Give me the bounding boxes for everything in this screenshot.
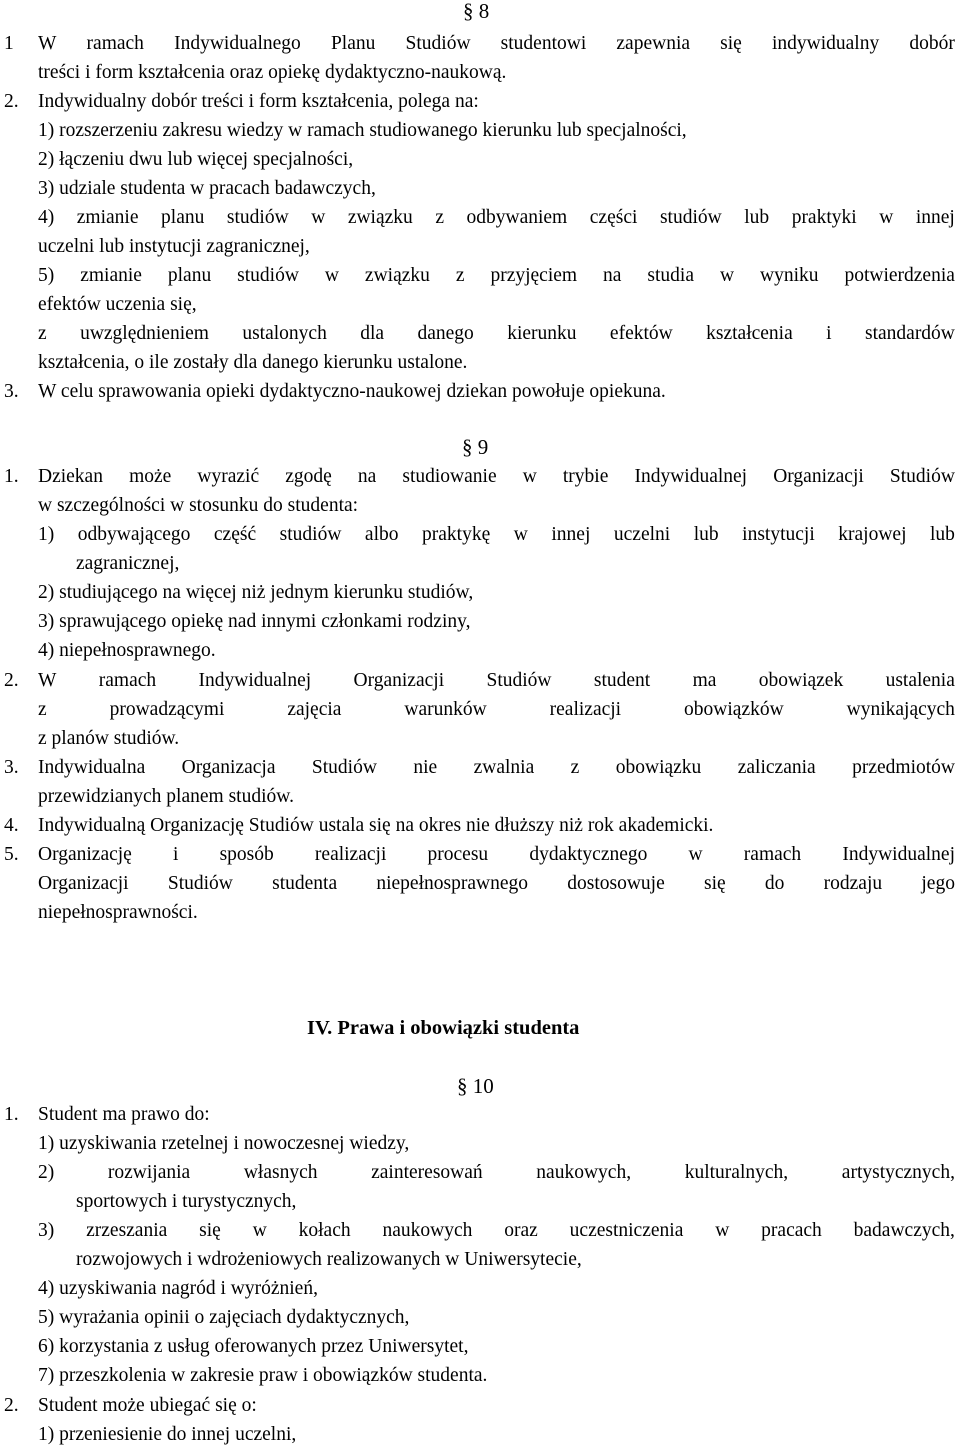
- list-item-continuation: rozwojowych i wdrożeniowych realizowanych w Uniwersytecie,: [76, 1249, 582, 1270]
- paragraph-line: [38, 324, 955, 344]
- word: Studiów: [311, 757, 377, 778]
- word: z: [455, 265, 465, 286]
- word: własnych: [243, 1162, 318, 1183]
- word: studentowi: [500, 33, 587, 54]
- word: zaliczania: [737, 757, 816, 778]
- word: przedmiotów: [852, 757, 955, 778]
- word: prowadzącymi: [109, 699, 225, 720]
- word: realizacji: [549, 699, 622, 720]
- paragraph-line: [38, 758, 955, 778]
- word: Dziekan: [38, 466, 103, 487]
- word: procesu: [427, 844, 489, 865]
- word: Indywidualnej: [198, 670, 312, 691]
- word: się: [720, 33, 742, 54]
- word: dobór: [909, 33, 955, 54]
- word: naukowych,: [536, 1162, 632, 1183]
- word: część: [213, 524, 257, 545]
- word: innej: [551, 524, 591, 545]
- word: rozwijania: [107, 1162, 191, 1183]
- word: Studiów: [889, 466, 955, 487]
- word: jego: [921, 873, 955, 894]
- paragraph-number: 2.: [4, 91, 19, 112]
- word: studia: [647, 265, 694, 286]
- paragraph-line: Indywidualny dobór treści i form kształcenia, polega na:: [38, 91, 479, 112]
- word: uczelni: [613, 524, 671, 545]
- word: się: [199, 1220, 221, 1241]
- word: Organizacja: [181, 757, 276, 778]
- paragraph-line: Student może ubiegać się o:: [38, 1395, 257, 1416]
- word: potwierdzenia: [844, 265, 955, 286]
- paragraph-line: [38, 845, 955, 865]
- word: z: [38, 699, 47, 720]
- word: artystycznych,: [841, 1162, 955, 1183]
- word: lub: [930, 524, 955, 545]
- paragraph-number: 2.: [4, 1395, 19, 1416]
- word: i: [173, 844, 179, 865]
- word: praktykę: [422, 524, 491, 545]
- paragraph-line: [38, 467, 955, 487]
- word: związku: [364, 265, 430, 286]
- word: kierunku: [507, 323, 577, 344]
- word: na: [603, 265, 622, 286]
- list-item: [38, 1163, 955, 1183]
- paragraph-line: z planów studiów.: [38, 728, 180, 749]
- word: nie: [413, 757, 438, 778]
- word: na: [357, 466, 377, 487]
- paragraph-line: niepełnosprawności.: [38, 902, 198, 923]
- word: i: [826, 323, 832, 344]
- list-item: 3) sprawującego opiekę nad innymi członkami rodziny,: [38, 611, 471, 632]
- word: badawczych,: [853, 1220, 955, 1241]
- paragraph-number: 3.: [4, 381, 19, 402]
- word: studiów: [226, 207, 289, 228]
- list-item-continuation: uczelni lub instytucji zagranicznej,: [38, 236, 310, 257]
- word: W: [38, 33, 57, 54]
- list-item: 4) niepełnosprawnego.: [38, 640, 216, 661]
- word: Organizacji: [353, 670, 445, 691]
- word: w: [522, 466, 537, 487]
- list-item: 1) przeniesienie do innej uczelni,: [38, 1424, 297, 1445]
- word: zmianie: [76, 207, 139, 228]
- word: W: [38, 670, 57, 691]
- word: z: [435, 207, 444, 228]
- word: Organizacji: [38, 873, 129, 894]
- list-item: 5) wyrażania opinii o zajęciach dydaktycznych,: [38, 1307, 410, 1328]
- word: w: [311, 207, 326, 228]
- list-item: 1) rozszerzeniu zakresu wiedzy w ramach studiowanego kierunku lub specjalności,: [38, 120, 687, 141]
- list-item-continuation: zagranicznej,: [76, 553, 180, 574]
- word: zajęcia: [287, 699, 342, 720]
- paragraph-line: przewidzianych planem studiów.: [38, 786, 294, 807]
- word: wyrazić: [197, 466, 260, 487]
- word: indywidualny: [771, 33, 880, 54]
- word: obowiązków: [684, 699, 784, 720]
- word: realizacji: [314, 844, 387, 865]
- section-mark-10: § 10: [457, 1074, 494, 1098]
- word: Studiów: [405, 33, 471, 54]
- list-item: 6) korzystania z usług oferowanych przez Uniwersytet,: [38, 1336, 469, 1357]
- word: student: [593, 670, 651, 691]
- word: Indywidualna: [38, 757, 146, 778]
- word: w: [252, 1220, 267, 1241]
- word: odbywającego: [77, 524, 191, 545]
- list-item: 2) łączeniu dwu lub więcej specjalności,: [38, 149, 354, 170]
- word: Organizacji: [773, 466, 864, 487]
- chapter-heading: IV. Prawa i obowiązki studenta: [307, 1017, 580, 1039]
- paragraph-line: treści i form kształcenia oraz opiekę dydaktyczno-naukową.: [38, 62, 507, 83]
- word: studiów: [659, 207, 722, 228]
- word: planu: [167, 265, 212, 286]
- word: Indywidualnej: [842, 844, 955, 865]
- word: do: [764, 873, 785, 894]
- word: lub: [744, 207, 770, 228]
- word: w: [324, 265, 339, 286]
- list-item: 4) uzyskiwania nagród i wyróżnień,: [38, 1278, 318, 1299]
- list-item: 1) uzyskiwania rzetelnej i nowoczesnej wiedzy,: [38, 1133, 410, 1154]
- word: krajowej: [838, 524, 907, 545]
- word: ramach: [98, 670, 157, 691]
- word: sposób: [219, 844, 274, 865]
- list-item-continuation: efektów uczenia się,: [38, 294, 197, 315]
- paragraph-line: [38, 671, 955, 691]
- word: Studiów: [486, 670, 552, 691]
- word: planu: [161, 207, 205, 228]
- word: części: [589, 207, 638, 228]
- word: Planu: [330, 33, 376, 54]
- word: uwzględnieniem: [80, 323, 209, 344]
- word: albo: [364, 524, 399, 545]
- paragraph-number: 3.: [4, 757, 19, 778]
- word: 1): [38, 524, 55, 545]
- word: w: [719, 265, 735, 286]
- word: trybie: [562, 466, 609, 487]
- list-item: 7) przeszkolenia w zakresie praw i obowiązków studenta.: [38, 1365, 488, 1386]
- paragraph-line: Indywidualną Organizację Studiów ustala się na okres nie dłuższy niż rok akademicki.: [38, 815, 714, 836]
- word: niepełnosprawnego: [376, 873, 528, 894]
- word: studenta: [272, 873, 338, 894]
- word: 2): [38, 1162, 55, 1183]
- word: ustalonych: [242, 323, 327, 344]
- paragraph-line: Student ma prawo do:: [38, 1104, 210, 1125]
- word: z: [570, 757, 580, 778]
- word: studiów: [279, 524, 342, 545]
- word: zapewnia: [616, 33, 691, 54]
- word: kulturalnych,: [684, 1162, 789, 1183]
- list-item: [38, 1221, 955, 1241]
- word: praktyki: [791, 207, 857, 228]
- word: ramach: [743, 844, 802, 865]
- paragraph-number: 1: [4, 33, 14, 54]
- word: zmianie: [80, 265, 142, 286]
- word: Indywidualnego: [174, 33, 301, 54]
- word: wynikających: [846, 699, 955, 720]
- word: zrzeszania: [86, 1220, 168, 1241]
- list-item: 3) udziale studenta w pracach badawczych,: [38, 178, 376, 199]
- word: obowiązku: [615, 757, 702, 778]
- list-item-continuation: sportowych i turystycznych,: [76, 1191, 297, 1212]
- section-mark-9: § 9: [462, 435, 489, 459]
- word: efektów: [609, 323, 673, 344]
- word: z: [38, 323, 47, 344]
- list-item: [38, 208, 955, 228]
- word: odbywaniem: [466, 207, 568, 228]
- list-item: 2) studiującego na więcej niż jednym kierunku studiów,: [38, 582, 474, 603]
- word: pracach: [761, 1220, 822, 1241]
- word: dla: [360, 323, 385, 344]
- word: ustalenia: [885, 670, 955, 691]
- word: może: [129, 466, 172, 487]
- word: 4): [38, 207, 55, 228]
- paragraph-line: kształcenia, o ile zostały dla danego kierunku ustalone.: [38, 352, 468, 373]
- word: oraz: [504, 1220, 538, 1241]
- word: kształcenia: [706, 323, 793, 344]
- word: związku: [347, 207, 413, 228]
- word: zwalnia: [473, 757, 535, 778]
- word: w: [715, 1220, 730, 1241]
- list-item: [38, 525, 955, 545]
- word: w: [688, 844, 703, 865]
- word: kołach: [298, 1220, 351, 1241]
- word: w: [513, 524, 528, 545]
- word: naukowych: [382, 1220, 473, 1241]
- word: studiów: [237, 265, 299, 286]
- word: w: [879, 207, 894, 228]
- word: studiowanie: [402, 466, 497, 487]
- word: przyjęciem: [490, 265, 578, 286]
- word: zgodę: [285, 466, 332, 487]
- word: Organizację: [38, 844, 132, 865]
- word: warunków: [404, 699, 487, 720]
- paragraph-number: 2.: [4, 670, 19, 691]
- paragraph-number: 1.: [4, 1104, 19, 1125]
- word: innej: [915, 207, 955, 228]
- paragraph-line: W celu sprawowania opieki dydaktyczno-naukowej dziekan powołuje opiekuna.: [38, 381, 666, 402]
- paragraph-line: [38, 700, 955, 720]
- word: standardów: [865, 323, 955, 344]
- paragraph-number: 4.: [4, 815, 19, 836]
- paragraph-number: 5.: [4, 844, 19, 865]
- word: Indywidualnej: [634, 466, 748, 487]
- word: 5): [38, 265, 55, 286]
- paragraph-line: w szczególności w stosunku do studenta:: [38, 495, 359, 516]
- word: rodzaju: [823, 873, 883, 894]
- word: Studiów: [167, 873, 233, 894]
- word: instytucji: [742, 524, 815, 545]
- word: dydaktycznego: [529, 844, 648, 865]
- paragraph-line: [38, 34, 955, 54]
- word: 3): [38, 1220, 55, 1241]
- word: wyniku: [759, 265, 819, 286]
- word: dostosowuje: [567, 873, 665, 894]
- section-mark-8: § 8: [463, 0, 490, 23]
- word: ramach: [86, 33, 144, 54]
- word: zainteresowań: [371, 1162, 483, 1183]
- list-item: [38, 266, 955, 286]
- word: danego: [417, 323, 474, 344]
- word: obowiązek: [758, 670, 844, 691]
- word: uczestniczenia: [569, 1220, 684, 1241]
- paragraph-line: [38, 874, 955, 894]
- word: się: [703, 873, 726, 894]
- paragraph-number: 1.: [4, 466, 19, 487]
- word: lub: [693, 524, 719, 545]
- word: ma: [692, 670, 717, 691]
